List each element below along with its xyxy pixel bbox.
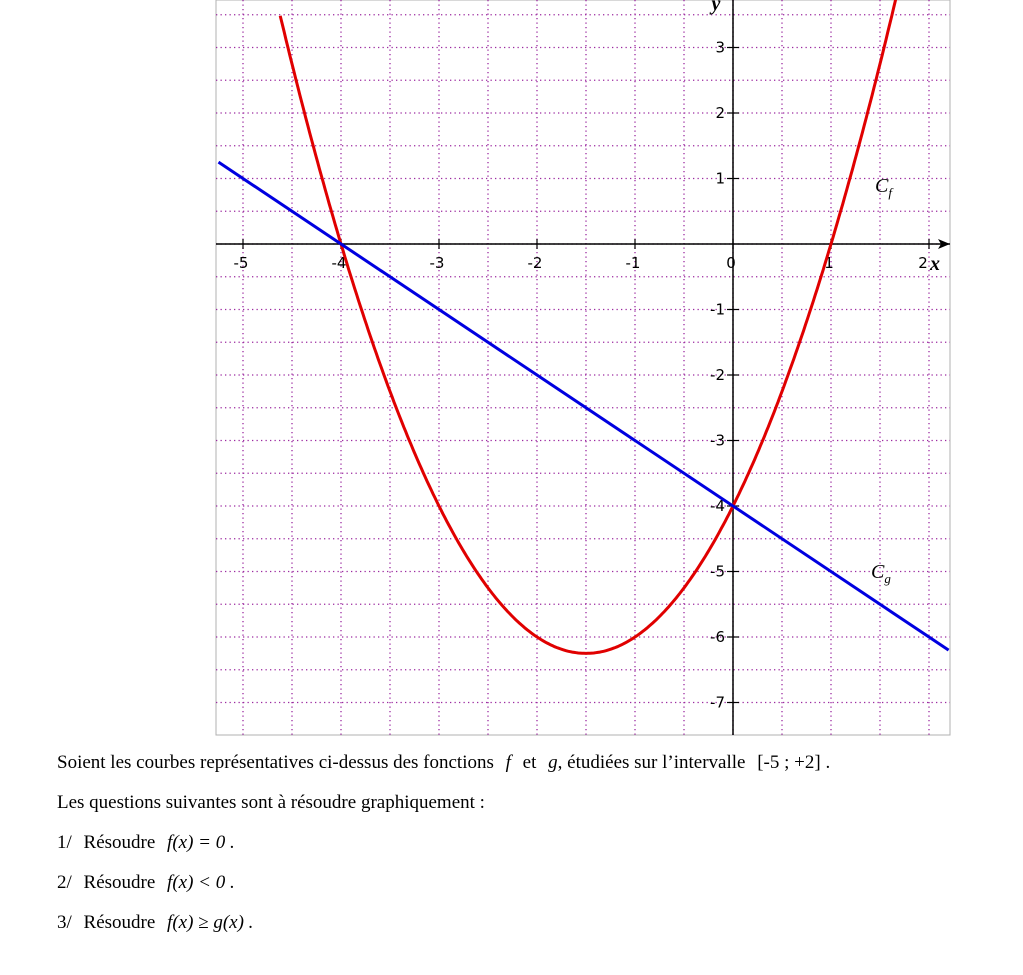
intro-text-end: , étudiées sur l’intervalle xyxy=(557,752,746,773)
x-tick-label: -5 xyxy=(233,254,249,272)
curve-g-label-letter: C xyxy=(871,561,885,583)
y-tick-label: -6 xyxy=(710,628,725,646)
curve-f-label-subscript: f xyxy=(888,185,892,200)
question-verb: Résoudre xyxy=(83,872,156,893)
x-tick-label: -3 xyxy=(429,254,445,272)
x-tick-label: -1 xyxy=(625,254,641,272)
x-tick-label: 1 xyxy=(824,254,834,272)
instructions-line: Les questions suivantes sont à résoudre graphiquement : xyxy=(57,792,485,813)
intro-line xyxy=(57,743,1017,783)
x-tick-label: -4 xyxy=(331,254,347,272)
question-expression: f(x) ≥ g(x) . xyxy=(167,912,254,933)
question-verb: Résoudre xyxy=(83,832,156,853)
function-g: g xyxy=(548,752,558,773)
intro-text: Soient les courbes représentatives ci-dessus des fonctions xyxy=(57,752,494,773)
y-tick-label: -2 xyxy=(710,366,725,384)
interval: [-5 ; +2] . xyxy=(757,752,831,773)
y-tick-label: -5 xyxy=(710,562,725,581)
x-tick-label: -2 xyxy=(527,254,543,272)
x-tick-label: 2 xyxy=(918,254,928,272)
y-tick-label: -4 xyxy=(710,497,725,515)
y-tick-label: -1 xyxy=(710,300,725,319)
question-expression: f(x) < 0 . xyxy=(167,872,235,893)
question-verb: Résoudre xyxy=(83,912,156,933)
question-number: 1/ xyxy=(57,832,72,853)
x-axis-name: x xyxy=(930,253,940,275)
y-tick-label: -7 xyxy=(710,693,725,712)
y-tick-label: 3 xyxy=(715,38,725,57)
y-tick-label: 2 xyxy=(715,104,725,122)
x-tick-label: 0 xyxy=(726,254,736,272)
question-number: 2/ xyxy=(57,872,72,893)
curve-g-label-subscript: g xyxy=(884,571,891,586)
conjunction-et: et xyxy=(522,752,537,773)
y-axis-name: y xyxy=(711,0,721,15)
y-tick-label: 1 xyxy=(715,169,725,188)
function-f: f xyxy=(505,752,511,773)
question-1 xyxy=(57,823,1017,863)
question-3 xyxy=(57,903,1017,943)
question-2 xyxy=(57,863,1017,903)
curve-f-label-letter: C xyxy=(875,175,889,197)
question-expression: f(x) = 0 . xyxy=(167,832,235,853)
exercise-text xyxy=(57,743,1017,943)
question-number: 3/ xyxy=(57,912,72,933)
graph-frame xyxy=(216,0,950,735)
y-tick-label: -3 xyxy=(710,431,725,450)
